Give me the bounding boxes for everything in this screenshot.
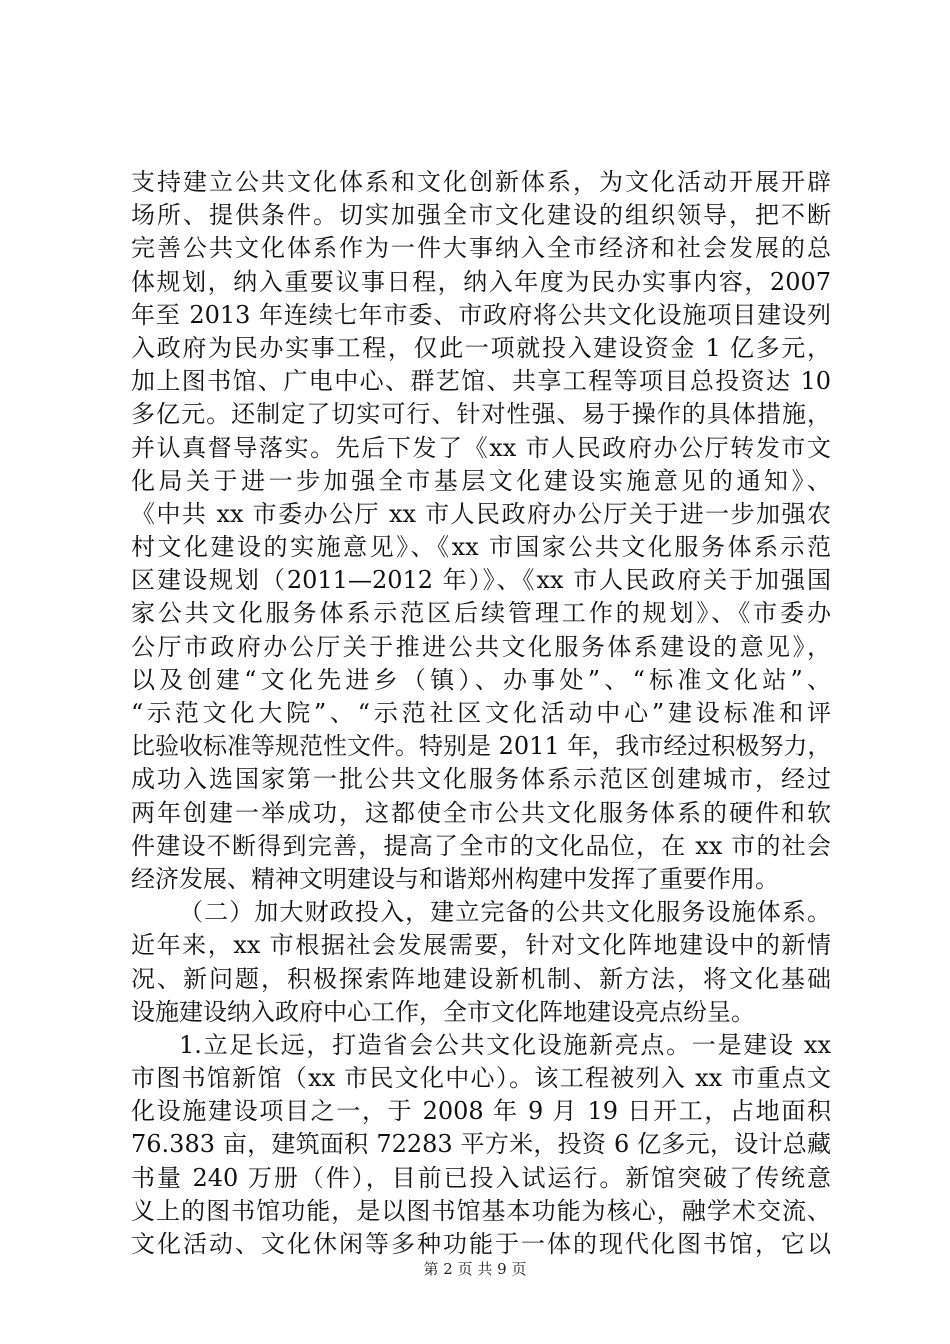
text-line: 1.立足长远，打造省会公共文化设施新亮点。一是建设 xx bbox=[179, 1030, 831, 1059]
text-line: 市图书馆新馆（xx 市民文化中心）。该工程被列入 xx 市重点文 bbox=[131, 1064, 831, 1093]
text-line: 完善公共文化体系作为一件大事纳入全市经济和社会发展的总 bbox=[131, 234, 831, 263]
text-line: 76.383 亩，建筑面积 72283 平方米，投资 6 亿多元，设计总藏 bbox=[131, 1130, 831, 1159]
text-line: （二）加大财政投入，建立完备的公共文化服务设施体系。 bbox=[179, 898, 831, 927]
text-line: 化局关于进一步加强全市基层文化建设实施意见的通知》、 bbox=[131, 466, 831, 495]
text-line: 年至 2013 年连续七年市委、市政府将公共文化设施项目建设列 bbox=[131, 300, 831, 329]
text-line: 场所、提供条件。切实加强全市文化建设的组织领导，把不断 bbox=[131, 201, 831, 230]
text-line: 近年来，xx 市根据社会发展需要，针对文化阵地建设中的新情 bbox=[131, 931, 831, 960]
text-line: 区建设规划（2011—2012 年）》、《xx 市人民政府关于加强国 bbox=[131, 566, 831, 595]
text-line: 《中共 xx 市委办公厅 xx 市人民政府办公厅关于进一步加强农 bbox=[131, 499, 831, 528]
text-line: 经济发展、精神文明建设与和谐郑州构建中发挥了重要作用。 bbox=[131, 864, 779, 893]
text-line: 文化活动、文化休闲等多种功能于一体的现代化图书馆，它以 bbox=[131, 1230, 831, 1258]
text-line: 体规划，纳入重要议事日程，纳入年度为民办实事内容，2007 bbox=[131, 267, 831, 296]
text-line: 比验收标准等规范性文件。特别是 2011 年，我市经过积极努力， bbox=[131, 732, 832, 761]
text-line: 并认真督导落实。先后下发了《xx 市人民政府办公厅转发市文 bbox=[131, 433, 831, 462]
text-line: 村文化建设的实施意见》、《xx 市国家公共文化服务体系示范 bbox=[131, 533, 831, 562]
text-line: 况、新问题，积极探索阵地建设新机制、新方法，将文化基础 bbox=[131, 964, 831, 993]
text-line: 家公共文化服务体系示范区后续管理工作的规划》、《市委办 bbox=[131, 599, 831, 628]
body-text bbox=[131, 166, 831, 1261]
text-line: 义上的图书馆功能，是以图书馆基本功能为核心，融学术交流、 bbox=[131, 1196, 831, 1225]
text-line: 多亿元。还制定了切实可行、针对性强、易于操作的具体措施， bbox=[131, 400, 831, 429]
text-line: 设施建设纳入政府中心工作，全市文化阵地建设亮点纷呈。 bbox=[131, 997, 755, 1026]
text-line: 公厅市政府办公厅关于推进公共文化服务体系建设的意见》， bbox=[131, 632, 831, 661]
text-line: 书量 240 万册（件），目前已投入试运行。新馆突破了传统意 bbox=[131, 1163, 831, 1192]
text-line: 以及创建“文化先进乡（镇）、办事处”、“标准文化站”、 bbox=[131, 665, 831, 694]
page-footer: 第 2 页 共 9 页 bbox=[423, 1260, 527, 1278]
text-line: 入政府为民办实事工程，仅此一项就投入建设资金 1 亿多元， bbox=[131, 333, 831, 362]
text-line: 化设施建设项目之一，于 2008 年 9 月 19 日开工，占地面积 bbox=[131, 1097, 831, 1126]
text-line: 支持建立公共文化体系和文化创新体系，为文化活动开展开辟 bbox=[131, 168, 831, 196]
text-line: “示范文化大院”、“示范社区文化活动中心”建设标准和评 bbox=[131, 699, 831, 727]
text-line: 两年创建一举成功，这都使全市公共文化服务体系的硬件和软 bbox=[131, 798, 831, 827]
text-line: 加上图书馆、广电中心、群艺馆、共享工程等项目总投资达 10 bbox=[131, 367, 831, 396]
text-line: 成功入选国家第一批公共文化服务体系示范区创建城市，经过 bbox=[131, 765, 831, 794]
text-line: 件建设不断得到完善，提高了全市的文化品位，在 xx 市的社会 bbox=[131, 831, 831, 860]
